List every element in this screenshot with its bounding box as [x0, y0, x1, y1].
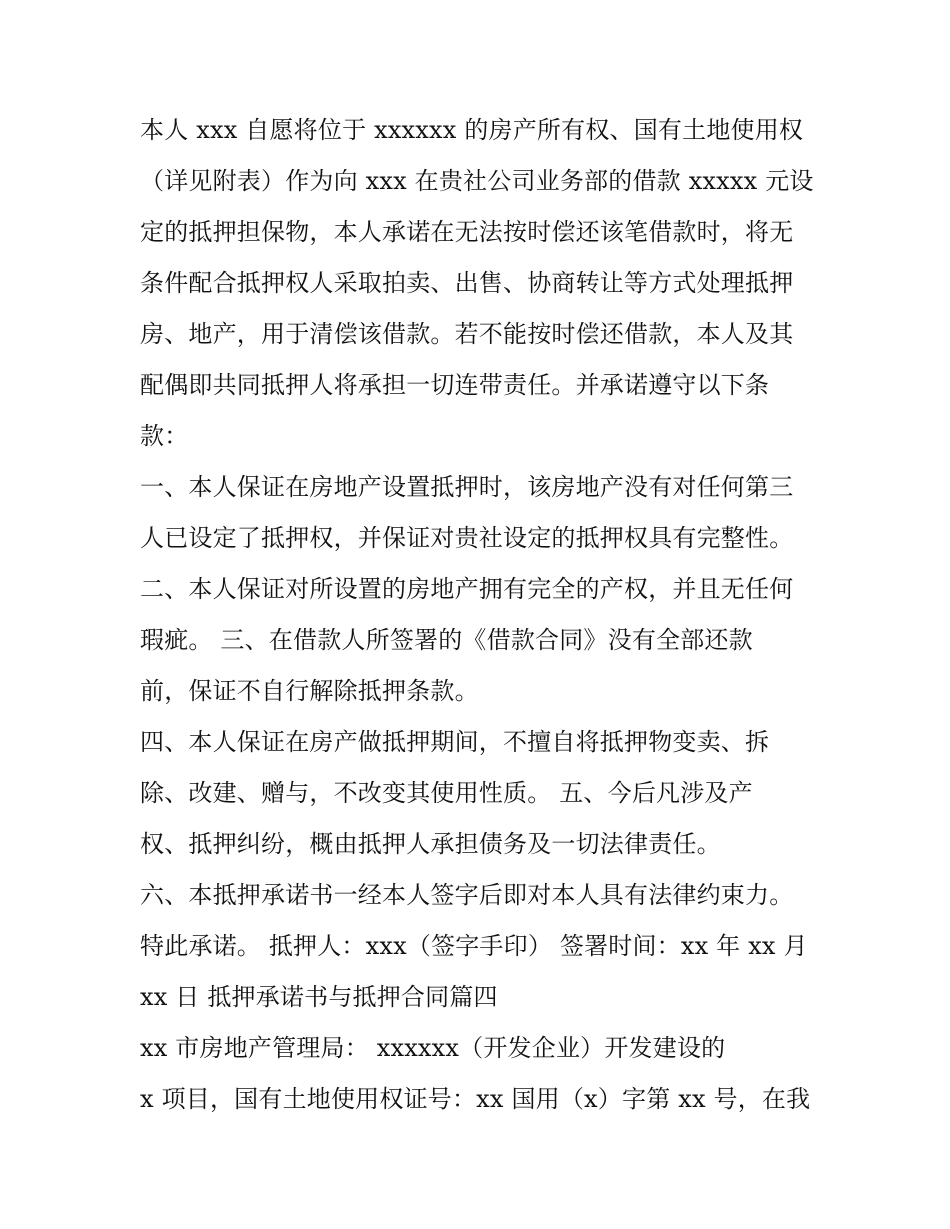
text-line: xx 日 抵押承诺书与抵押合同篇四 — [140, 983, 498, 1011]
text-line: 权、抵押纠纷，概由抵押人承担债务及一切法律责任。 — [140, 830, 721, 858]
text-line: xx 市房地产管理局： xxxxxx（开发企业）开发建设的 — [140, 1034, 726, 1062]
text-line: 六、本抵押承诺书一经本人签字后即对本人具有法律约束力。 — [140, 881, 794, 909]
text-line: 特此承诺。 抵押人：xxx（签字手印） 签署时间：xx 年 xx 月 — [140, 932, 808, 960]
text-line: 前，保证不自行解除抵押条款。 — [140, 677, 479, 705]
text-line: 条件配合抵押权人采取拍卖、出售、协商转让等方式处理抵押 — [140, 269, 794, 297]
text-line: 除、改建、赠与，不改变其使用性质。 五、今后凡涉及产 — [140, 779, 753, 807]
text-line: 瑕疵。 三、在借款人所签署的《借款合同》没有全部还款 — [140, 626, 753, 654]
text-line: 本人 xxx 自愿将位于 xxxxxx 的房产所有权、国有土地使用权 — [140, 116, 804, 144]
text-line: 款： — [140, 422, 189, 450]
text-line: 定的抵押担保物，本人承诺在无法按时偿还该笔借款时，将无 — [140, 218, 794, 246]
text-line: 四、本人保证在房产做抵押期间，不擅自将抵押物变卖、拆 — [140, 728, 770, 756]
text-line: x 项目，国有土地使用权证号：xx 国用（x）字第 xx 号，在我 — [140, 1085, 811, 1113]
text-line: 人已设定了抵押权，并保证对贵社设定的抵押权具有完整性。 — [140, 524, 794, 552]
text-line: 配偶即共同抵押人将承担一切连带责任。并承诺遵守以下条 — [140, 371, 770, 399]
text-line: 一、本人保证在房地产设置抵押时，该房地产没有对任何第三 — [140, 473, 794, 501]
text-line: 二、本人保证对所设置的房地产拥有完全的产权，并且无任何 — [140, 575, 794, 603]
text-line: 房、地产，用于清偿该借款。若不能按时偿还借款，本人及其 — [140, 320, 794, 348]
text-line: （详见附表）作为向 xxx 在贵社公司业务部的借款 xxxxx 元设 — [140, 167, 814, 195]
